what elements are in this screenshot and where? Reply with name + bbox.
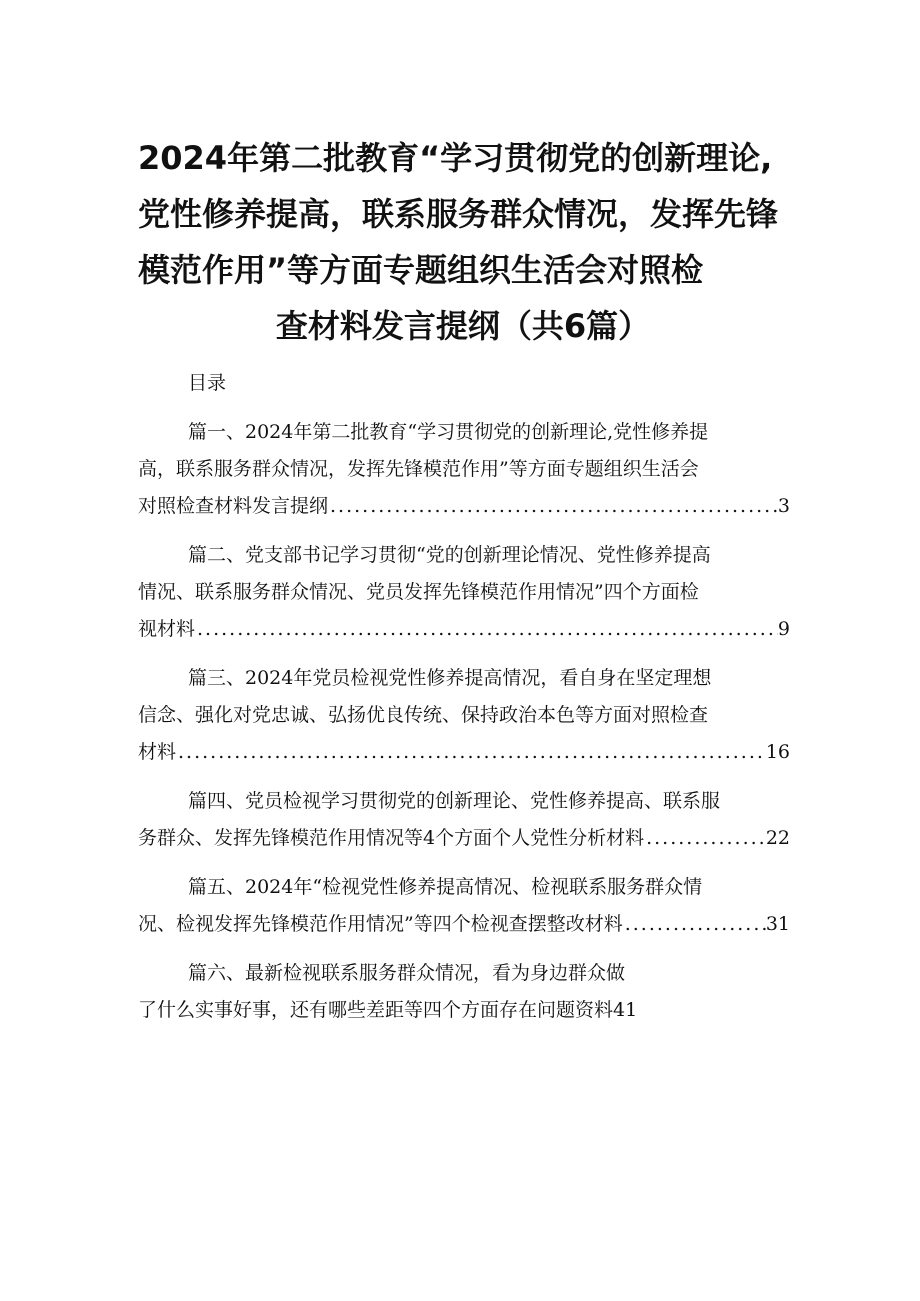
document-title	[138, 130, 788, 354]
toc-entry[interactable]	[138, 955, 790, 1029]
toc-page-number: 31	[765, 913, 790, 935]
toc-entry[interactable]	[138, 660, 790, 771]
toc-entry-line	[138, 660, 790, 697]
table-of-contents	[138, 414, 790, 1041]
toc-entry[interactable]	[138, 414, 790, 525]
toc-entry-text: 情况、联系服务群众情况、党员发挥先锋模范作用情况”四个方面检	[138, 581, 699, 603]
toc-entry-text: 信念、强化对党忠诚、弘扬优良传统、保持政治本色等方面对照检查	[138, 704, 709, 726]
title-line-4: 查材料发言提纲（共6篇）	[275, 307, 651, 345]
toc-entry-text: 篇一、2024年第二批教育“学习贯彻党的创新理论,党性修养提	[188, 421, 709, 443]
toc-entry-text: 篇六、最新检视联系服务群众情况，看为身边群众做	[188, 962, 626, 984]
toc-page-number: 16	[765, 741, 790, 763]
toc-entry[interactable]	[138, 869, 790, 943]
toc-entry-text: 高，联系服务群众情况，发挥先锋模范作用”等方面专题组织生活会	[138, 458, 699, 480]
toc-entry-line	[138, 734, 790, 771]
toc-heading: 目录	[188, 372, 227, 394]
toc-page-number: 3	[777, 495, 790, 517]
toc-entry-text: 视材料	[138, 618, 196, 640]
toc-leader-dots	[176, 734, 766, 771]
toc-entry-line	[138, 488, 790, 525]
toc-entry-text: 篇四、党员检视学习贯彻党的创新理论、党性修养提高、联系服	[188, 790, 721, 812]
toc-entry-line	[138, 869, 790, 906]
toc-entry-text: 篇二、党支部书记学习贯彻“党的创新理论情况、党性修养提高	[188, 544, 711, 566]
toc-entry-text: 材料	[138, 741, 177, 763]
toc-entry-line	[138, 906, 790, 943]
toc-entry-text: 对照检查材料发言提纲	[138, 495, 329, 517]
toc-entry-text: 篇五、2024年“检视党性修养提高情况、检视联系服务群众情	[188, 876, 703, 898]
toc-entry-line	[138, 783, 790, 820]
toc-entry[interactable]	[138, 783, 790, 857]
toc-page-number: 9	[777, 618, 790, 640]
toc-entry-line	[138, 697, 790, 734]
toc-entry-text: 况、检视发挥先锋模范作用情况”等四个检视查摆整改材料	[138, 913, 623, 935]
toc-entry-text: 务群众、发挥先锋模范作用情况等4个方面个人党性分析材料	[138, 827, 645, 849]
toc-entry-line	[138, 537, 790, 574]
toc-entry-line	[138, 611, 790, 648]
title-line-3: 模范作用”等方面专题组织生活会对照检	[138, 251, 704, 289]
toc-entry-text: 了什么实事好事，还有哪些差距等四个方面存在问题资料	[138, 999, 614, 1021]
toc-entry-line	[138, 574, 790, 611]
title-line-1: 2024年第二批教育“学习贯彻党的创新理论,	[138, 139, 773, 177]
toc-entry-line	[138, 414, 790, 451]
toc-entry-line	[138, 451, 790, 488]
toc-page-number: 22	[765, 827, 790, 849]
toc-leader-dots	[623, 906, 766, 943]
toc-leader-dots	[644, 820, 766, 857]
toc-leader-dots	[195, 611, 778, 648]
toc-entry-line	[138, 955, 790, 992]
toc-page-number: 41	[613, 999, 638, 1021]
toc-entry[interactable]	[138, 537, 790, 648]
toc-entry-line	[138, 992, 790, 1029]
toc-leader-dots	[328, 488, 778, 525]
toc-entry-text: 篇三、2024年党员检视党性修养提高情况，看自身在坚定理想	[188, 667, 712, 689]
title-line-2: 党性修养提高，联系服务群众情况，发挥先锋	[138, 195, 779, 233]
toc-entry-line	[138, 820, 790, 857]
